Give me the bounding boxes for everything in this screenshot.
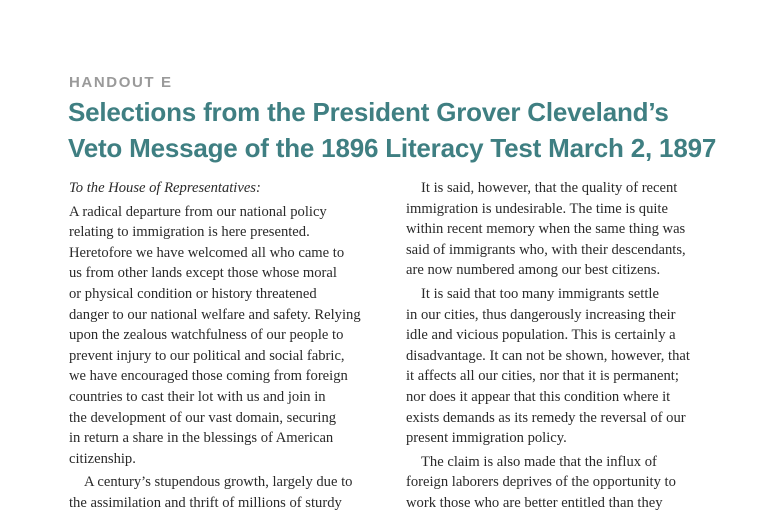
text-line: immigration is undesirable. The time is quite [406,200,668,217]
text-line: in our cities, thus dangerously increasing their [406,306,676,323]
text-line: The claim is also made that the influx of [421,453,657,470]
text-line: it affects all our cities, nor that it is permanent; [406,368,679,385]
text-line: A century’s stupendous growth, largely due to [84,474,353,491]
text-line: in return a share in the blessings of American [69,430,334,447]
text-line: within recent memory when the same thing was [406,221,686,238]
text-line: present immigration policy. [406,430,567,447]
text-line: countries to cast their lot with us and join in [69,388,326,405]
text-line: It is said, however, that the quality of recent [421,180,678,196]
text-line: work those who are better entitled than they [406,494,663,511]
paragraph [406,452,716,514]
text-line: A radical departure from our national policy [69,203,327,220]
handout-label: HANDOUT E [69,74,173,91]
text-line: said of immigrants who, with their descendants, [406,241,686,258]
text-line: prevent injury to our political and social fabric, [69,347,345,364]
text-line: are now numbered among our best citizens. [406,262,661,279]
paragraph [69,202,379,470]
salutation: To the House of Representatives: [69,180,261,196]
text-line: danger to our national welfare and safety. Relying [69,306,361,323]
text-line: the assimilation and thrift of millions of sturdy [69,494,342,511]
text-line: or physical condition or history threatened [69,285,317,302]
text-line: nor does it appear that this condition where it [406,388,671,405]
text-line: It is said that too many immigrants settle [421,285,659,302]
title-line: Selections from the President Grover Cleveland’s [68,97,669,127]
text-line: disadvantage. It can not be shown, however, that [406,347,690,364]
text-line: exists demands as its remedy the reversal of our [406,409,686,426]
paragraph [69,472,379,513]
right-column [406,178,716,514]
page-title [68,94,716,166]
text-line: citizenship. [69,450,136,467]
text-line: foreign laborers deprives of the opportunity to [406,474,676,491]
left-column [69,178,379,514]
text-line: the development of our vast domain, securing [69,409,337,426]
text-line: idle and vicious population. This is certainly a [406,327,676,344]
text-line: upon the zealous watchfulness of our people to [69,327,344,344]
text-line: us from other lands except those whose moral [69,265,337,282]
text-line: we have encouraged those coming from foreign [69,368,348,385]
text-line: Heretofore we have welcomed all who came to [69,244,345,261]
paragraph [406,284,716,449]
title-line: Veto Message of the 1896 Literacy Test March 2, 1897 [68,133,717,163]
paragraph [406,178,716,281]
text-line: relating to immigration is here presented. [69,224,310,241]
